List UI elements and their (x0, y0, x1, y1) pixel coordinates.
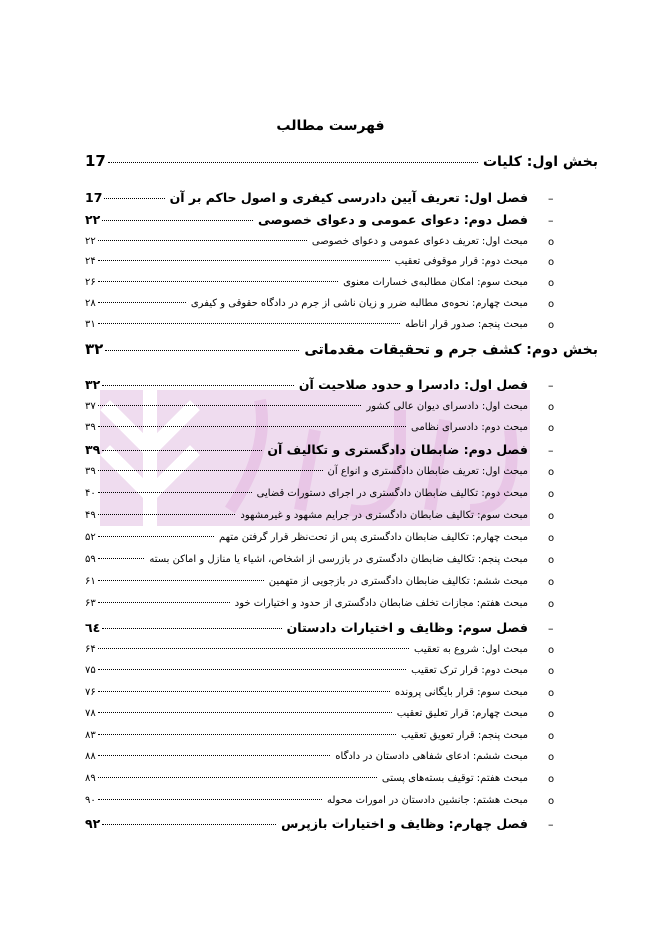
dot-leader (98, 691, 390, 692)
circle-bullet-icon: o (548, 774, 555, 785)
page-number: ۴۹ (85, 510, 96, 521)
page-number: ۲۸ (85, 298, 96, 309)
circle-bullet-icon: o (548, 511, 555, 522)
entry-title: فصل اول: دادسرا و حدود صلاحیت آن (298, 377, 528, 392)
entry-title: مبحث اول: دادسرای دیوان عالی کشور (366, 401, 528, 412)
toc-entry-sec[interactable] (85, 319, 528, 330)
toc-entry-sec[interactable] (85, 598, 528, 609)
dot-leader (98, 777, 377, 778)
entry-title: مبحث پنجم: تکالیف ضابطان دادگستری در بازرسی از اشخاص، اشیاء یا منازل و اماکن بسته (149, 554, 528, 565)
dot-leader (98, 302, 186, 303)
dot-leader (98, 669, 406, 670)
circle-bullet-icon: o (548, 645, 555, 656)
circle-bullet-icon: o (548, 688, 555, 699)
entry-title: مبحث پنجم: قرار تعویق تعقیب (401, 730, 528, 741)
toc-entry-chap[interactable] (85, 442, 528, 457)
toc-entry-sec[interactable] (85, 236, 528, 247)
toc-entry-sec[interactable] (85, 466, 528, 477)
dot-leader (102, 385, 294, 386)
toc-entry-chap[interactable] (85, 620, 528, 635)
page-number: ۶۳ (85, 598, 96, 609)
entry-title: مبحث دوم: دادسرای نظامی (411, 422, 528, 433)
circle-bullet-icon: o (548, 709, 555, 720)
page-number: ۶۱ (85, 576, 96, 587)
page-title: فهرست مطالب (276, 118, 385, 134)
toc-entry-sec[interactable] (85, 730, 528, 741)
toc-entry-sec[interactable] (85, 256, 528, 267)
page-number: ۲۲ (85, 236, 96, 247)
dot-leader (98, 405, 362, 406)
toc-entry-sec[interactable] (85, 401, 528, 412)
dot-leader (102, 450, 262, 451)
page-number: ۳۷ (85, 401, 96, 412)
circle-bullet-icon: o (548, 257, 555, 268)
dash-bullet-icon: – (548, 192, 554, 205)
page-number: ۳۹ (85, 466, 96, 477)
dot-leader (98, 260, 390, 261)
entry-title: بخش دوم: کشف جرم و تحقیقات مقدماتی (304, 342, 598, 358)
dot-leader (98, 799, 322, 800)
toc-entry-sec[interactable] (85, 687, 528, 698)
dot-leader (102, 824, 276, 825)
dot-leader (98, 323, 400, 324)
entry-title: مبحث هفتم: مجازات تخلف ضابطان دادگستری از حدود و اختیارات خود (234, 598, 528, 609)
entry-title: فصل اول: تعریف آیین دادرسی کیفری و اصول حاکم بر آن (169, 190, 528, 205)
page-number: ۲۶ (85, 277, 96, 288)
entry-title: بخش اول: کلیات (482, 154, 598, 170)
page-number: ۳۲ (85, 377, 101, 392)
page-number: ۲۲ (85, 212, 101, 227)
toc-entry-chap[interactable] (85, 212, 528, 227)
circle-bullet-icon: o (548, 423, 555, 434)
dot-leader (104, 198, 164, 199)
entry-title: فصل سوم: وظایف و اختیارات دادستان (286, 620, 528, 635)
dot-leader (98, 281, 338, 282)
page-number: ۷۸ (85, 708, 96, 719)
entry-title: مبحث سوم: تکالیف ضابطان دادگستری در جرایم مشهود و غیرمشهود (240, 510, 528, 521)
dot-leader (98, 734, 396, 735)
dot-leader (98, 240, 307, 241)
entry-title: مبحث ششم: تکالیف ضابطان دادگستری در بازجویی از متهمین (268, 576, 528, 587)
page-number: ٦٤ (85, 620, 101, 635)
entry-title: مبحث هشتم: جانشین دادستان در امورات محوله (327, 795, 528, 806)
dot-leader (98, 470, 323, 471)
entry-title: مبحث سوم: امکان مطالبه‌ی خسارات معنوی (343, 277, 528, 288)
dot-leader (98, 580, 264, 581)
dot-leader (98, 492, 252, 493)
page-number: ۴۰ (85, 488, 96, 499)
dot-leader (98, 514, 236, 515)
circle-bullet-icon: o (548, 320, 555, 331)
dot-leader (102, 628, 281, 629)
circle-bullet-icon: o (548, 666, 555, 677)
entry-title: مبحث پنجم: صدور قرار اناطه (405, 319, 528, 330)
dash-bullet-icon: – (548, 379, 554, 392)
entry-title: مبحث چهارم: قرار تعلیق تعقیب (396, 708, 528, 719)
dash-bullet-icon: – (548, 214, 554, 227)
page-number: ۶۴ (85, 644, 96, 655)
toc-entry-sec[interactable] (85, 422, 528, 433)
page-number: ۳۹ (85, 422, 96, 433)
dot-leader (98, 755, 331, 756)
page-number: ۳۲ (85, 340, 104, 358)
toc-entry-sec[interactable] (85, 576, 528, 587)
dot-leader (98, 536, 214, 537)
page-number: ۳۱ (85, 319, 96, 330)
circle-bullet-icon: o (548, 278, 555, 289)
toc-entry-sec[interactable] (85, 532, 528, 543)
entry-title: مبحث اول: شروع به تعقیب (414, 644, 528, 655)
dot-leader (108, 162, 478, 163)
toc-entry-sec[interactable] (85, 554, 528, 565)
toc-entry-sec[interactable] (85, 644, 528, 655)
toc-entry-sec[interactable] (85, 751, 528, 762)
circle-bullet-icon: o (548, 489, 555, 500)
circle-bullet-icon: o (548, 237, 555, 248)
page-number: ۳۹ (85, 442, 101, 457)
toc-entry-sec[interactable] (85, 708, 528, 719)
dot-leader (102, 220, 253, 221)
toc-entry-sec[interactable] (85, 488, 528, 499)
toc-entry-part[interactable] (85, 152, 598, 170)
circle-bullet-icon: o (548, 752, 555, 763)
entry-title: فصل دوم: ضابطان دادگستری و تکالیف آن (267, 442, 528, 457)
entry-title: مبحث چهارم: نحوه‌ی مطالبه ضرر و زیان ناشی از جرم در دادگاه حقوقی و کیفری (190, 298, 528, 309)
entry-title: فصل دوم: دعوای عمومی و دعوای خصوصی (258, 212, 528, 227)
entry-title: مبحث هفتم: توقیف بسته‌های پستی (381, 773, 528, 784)
page-number: 17 (85, 190, 103, 205)
page-number: ۷۵ (85, 665, 96, 676)
page-number: ۸۹ (85, 773, 96, 784)
page-number: 17 (85, 152, 106, 170)
dash-bullet-icon: – (548, 444, 554, 457)
circle-bullet-icon: o (548, 555, 555, 566)
page-number: ۷۶ (85, 687, 96, 698)
toc-entry-chap[interactable] (85, 816, 528, 831)
toc-entry-sec[interactable] (85, 795, 528, 806)
entry-title: فصل چهارم: وظایف و اختیارات بازپرس (281, 816, 528, 831)
page-number: ۵۹ (85, 554, 96, 565)
dot-leader (98, 426, 406, 427)
circle-bullet-icon: o (548, 533, 555, 544)
circle-bullet-icon: o (548, 299, 555, 310)
dot-leader (98, 712, 392, 713)
dash-bullet-icon: – (548, 818, 554, 831)
circle-bullet-icon: o (548, 731, 555, 742)
entry-title: مبحث سوم: قرار بایگانی پرونده (394, 687, 528, 698)
toc-entry-part[interactable] (85, 340, 598, 358)
dot-leader (98, 558, 145, 559)
entry-title: مبحث دوم: تکالیف ضابطان دادگستری در اجرای دستورات قضایی (256, 488, 528, 499)
dot-leader (105, 350, 299, 351)
circle-bullet-icon: o (548, 599, 555, 610)
circle-bullet-icon: o (548, 577, 555, 588)
toc-entry-sec[interactable] (85, 510, 528, 521)
page-number: ۵۲ (85, 532, 96, 543)
entry-title: مبحث دوم: قرار موقوفی تعقیب (394, 256, 528, 267)
entry-title: مبحث چهارم: تکالیف ضابطان دادگستری پس از تحت‌نظر قرار گرفتن متهم (218, 532, 528, 543)
toc-entry-sec[interactable] (85, 665, 528, 676)
toc-entry-sec[interactable] (85, 773, 528, 784)
entry-title: مبحث دوم: قرار ترک تعقیب (411, 665, 528, 676)
entry-title: مبحث ششم: ادعای شفاهی دادستان در دادگاه (335, 751, 528, 762)
dash-bullet-icon: – (548, 622, 554, 635)
toc-entry-sec[interactable] (85, 277, 528, 288)
page-number: ۸۸ (85, 751, 96, 762)
page-number: ۲۴ (85, 256, 96, 267)
toc-entry-chap[interactable] (85, 377, 528, 392)
toc-entry-chap[interactable] (85, 190, 528, 205)
circle-bullet-icon: o (548, 467, 555, 478)
entry-title: مبحث اول: تعریف دعوای عمومی و دعوای خصوصی (311, 236, 528, 247)
circle-bullet-icon: o (548, 402, 555, 413)
entry-title: مبحث اول: تعریف ضابطان دادگستری و انواع آن (327, 466, 528, 477)
dot-leader (98, 648, 409, 649)
toc-entry-sec[interactable] (85, 298, 528, 309)
dot-leader (98, 602, 230, 603)
page-number: ۹۰ (85, 795, 96, 806)
page-number: ۹۲ (85, 816, 101, 831)
page-number: ۸۳ (85, 730, 96, 741)
circle-bullet-icon: o (548, 796, 555, 807)
